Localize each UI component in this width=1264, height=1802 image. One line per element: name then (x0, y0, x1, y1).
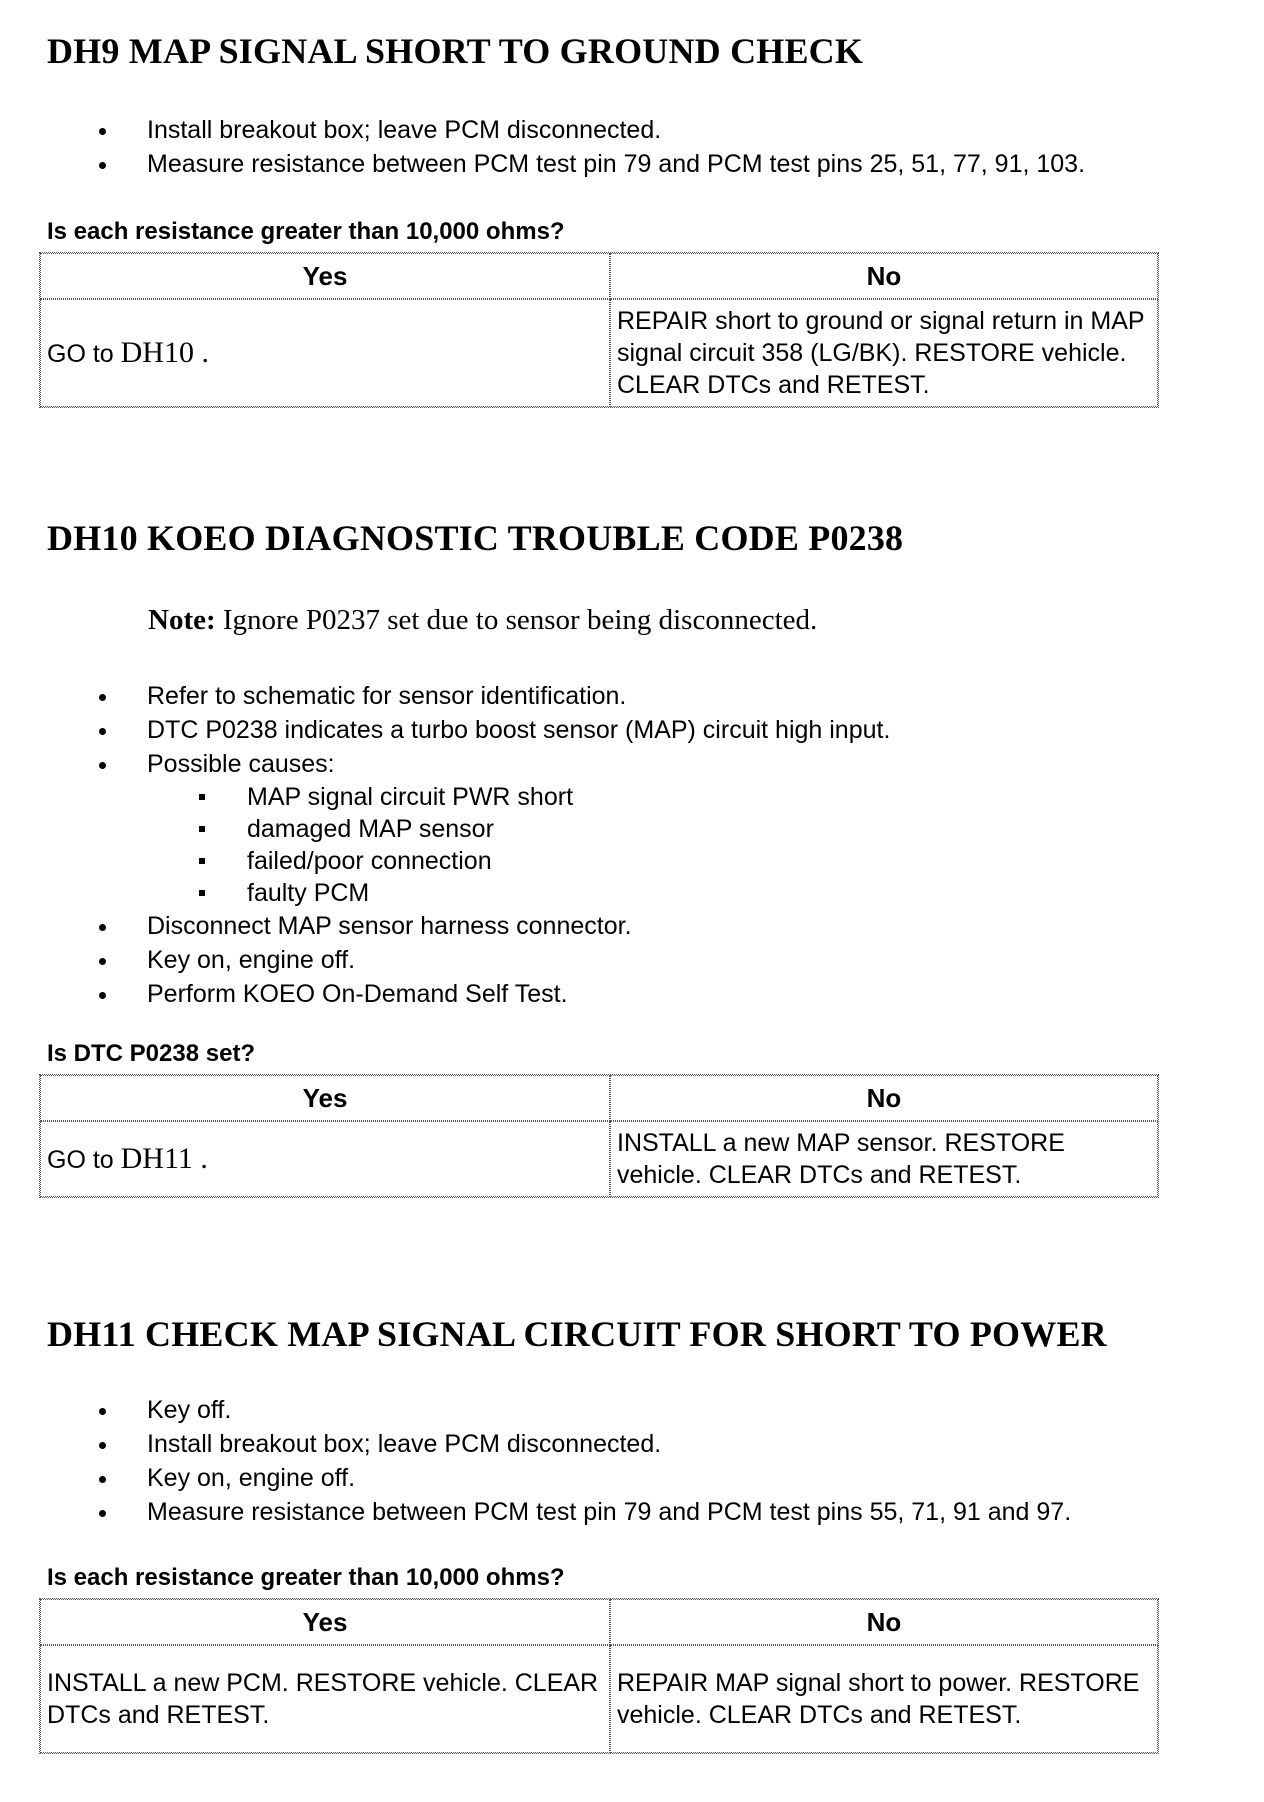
no-cell: INSTALL a new MAP sensor. RESTORE vehicle. CLEAR DTCs and RETEST. (610, 1121, 1158, 1197)
question-text: Is each resistance greater than 10,000 ohms? (47, 1564, 565, 1591)
yes-cell-prefix: GO to (47, 1145, 114, 1174)
note-label: Note: (148, 604, 216, 636)
list-item: Key on, engine off. (0, 943, 890, 977)
no-cell: REPAIR short to ground or signal return in MAP signal circuit 358 (LG/BK). RESTORE vehicle. CLEAR DTCs and RETEST. (610, 299, 1158, 407)
sub-list-item: damaged MAP sensor (147, 813, 890, 845)
yes-cell-prefix: GO to (47, 339, 114, 368)
sub-list-item: MAP signal circuit PWR short (147, 781, 890, 813)
decision-table (39, 1598, 1159, 1754)
list-item: DTC P0238 indicates a turbo boost sensor (MAP) circuit high input. (0, 713, 890, 747)
note (148, 604, 817, 637)
list-item: Measure resistance between PCM test pin 79 and PCM test pins 25, 51, 77, 91, 103. (0, 147, 1085, 181)
section-title: DH10 KOEO DIAGNOSTIC TROUBLE CODE P0238 (47, 518, 904, 558)
yes-cell (40, 1121, 610, 1197)
table-row (40, 1645, 1158, 1753)
yes-header: Yes (40, 1599, 610, 1645)
step-link-dh11[interactable]: DH11 . (120, 1141, 208, 1175)
yes-cell: INSTALL a new PCM. RESTORE vehicle. CLEAR DTCs and RETEST. (40, 1645, 610, 1753)
no-cell: REPAIR MAP signal short to power. RESTORE vehicle. CLEAR DTCs and RETEST. (610, 1645, 1158, 1753)
sub-bullet-list (147, 781, 890, 909)
yes-header: Yes (40, 1075, 610, 1121)
list-item (0, 747, 890, 909)
section-title: DH11 CHECK MAP SIGNAL CIRCUIT FOR SHORT TO POWER (47, 1314, 1107, 1354)
no-header: No (610, 1075, 1158, 1121)
list-item: Key off. (0, 1393, 1071, 1427)
list-item-label: Possible causes: (147, 750, 335, 778)
list-item: Key on, engine off. (0, 1461, 1071, 1495)
section-title: DH9 MAP SIGNAL SHORT TO GROUND CHECK (47, 31, 864, 71)
bullet-list (0, 1393, 1071, 1529)
no-header: No (610, 253, 1158, 299)
no-header: No (610, 1599, 1158, 1645)
sub-list-item: faulty PCM (147, 877, 890, 909)
question-text: Is each resistance greater than 10,000 ohms? (47, 218, 565, 245)
list-item: Perform KOEO On-Demand Self Test. (0, 977, 890, 1011)
list-item: Measure resistance between PCM test pin 79 and PCM test pins 55, 71, 91 and 97. (0, 1495, 1071, 1529)
table-row (40, 299, 1158, 407)
bullet-list (0, 113, 1085, 181)
decision-table (39, 252, 1159, 408)
sub-list-item: failed/poor connection (147, 845, 890, 877)
table-row (40, 1121, 1158, 1197)
table-header-row (40, 1599, 1158, 1645)
list-item: Refer to schematic for sensor identification. (0, 679, 890, 713)
list-item: Disconnect MAP sensor harness connector. (0, 909, 890, 943)
step-link-dh10[interactable]: DH10 . (120, 335, 209, 369)
table-header-row (40, 1075, 1158, 1121)
yes-cell (40, 299, 610, 407)
list-item: Install breakout box; leave PCM disconnected. (0, 113, 1085, 147)
list-item: Install breakout box; leave PCM disconnected. (0, 1427, 1071, 1461)
table-header-row (40, 253, 1158, 299)
question-text: Is DTC P0238 set? (47, 1040, 256, 1067)
note-text: Ignore P0237 set due to sensor being disconnected. (215, 604, 818, 636)
yes-header: Yes (40, 253, 610, 299)
bullet-list (0, 679, 890, 1011)
decision-table (39, 1074, 1159, 1198)
